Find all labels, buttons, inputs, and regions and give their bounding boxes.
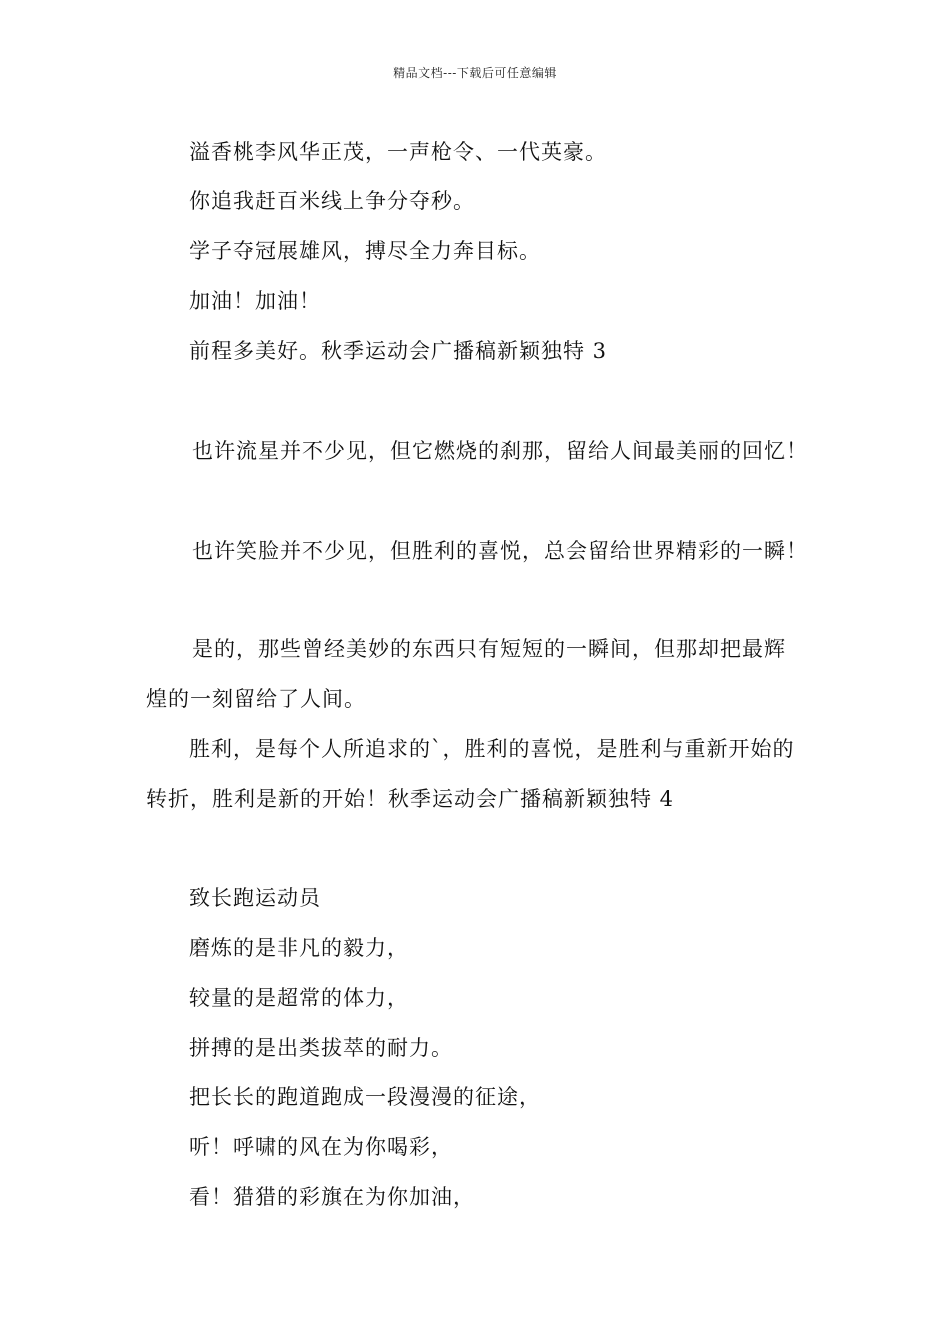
text-line: 胜利，是每个人所追求的`，胜利的喜悦，是胜利与重新开始的: [189, 737, 795, 761]
text-line: 转折，胜利是新的开始！秋季运动会广播稿新颖独特 4: [146, 787, 675, 811]
text-line: 致长跑运动员: [189, 886, 321, 910]
page-header: 精品文档---下载后可任意编辑: [393, 66, 557, 80]
text-line: 你追我赶百米线上争分夺秒。: [189, 189, 475, 213]
text-line: 拼搏的是出类拔萃的耐力。: [189, 1036, 453, 1060]
text-line: 煌的一刻留给了人间。: [146, 687, 366, 711]
text-line: 磨炼的是非凡的毅力，: [189, 936, 409, 960]
text-line: 也许流星并不少见，但它燃烧的刹那，留给人间最美丽的回忆！: [192, 439, 808, 463]
text-line: 把长长的跑道跑成一段漫漫的征途，: [189, 1085, 541, 1109]
text-line: 听！呼啸的风在为你喝彩，: [189, 1135, 453, 1159]
text-line: 也许笑脸并不少见，但胜利的喜悦，总会留给世界精彩的一瞬！: [192, 539, 808, 563]
text-line: 较量的是超常的体力，: [189, 986, 409, 1010]
text-line: 是的，那些曾经美妙的东西只有短短的一瞬间，但那却把最辉: [192, 637, 786, 661]
text-line: 前程多美好。秋季运动会广播稿新颖独特 3: [189, 339, 608, 363]
text-line: 学子夺冠展雄风，搏尽全力奔目标。: [189, 239, 541, 263]
text-line: 看！猎猎的彩旗在为你加油，: [189, 1185, 475, 1209]
text-line: 加油！加油！: [189, 289, 321, 313]
text-line: 溢香桃李风华正茂，一声枪令、一代英豪。: [189, 140, 607, 164]
